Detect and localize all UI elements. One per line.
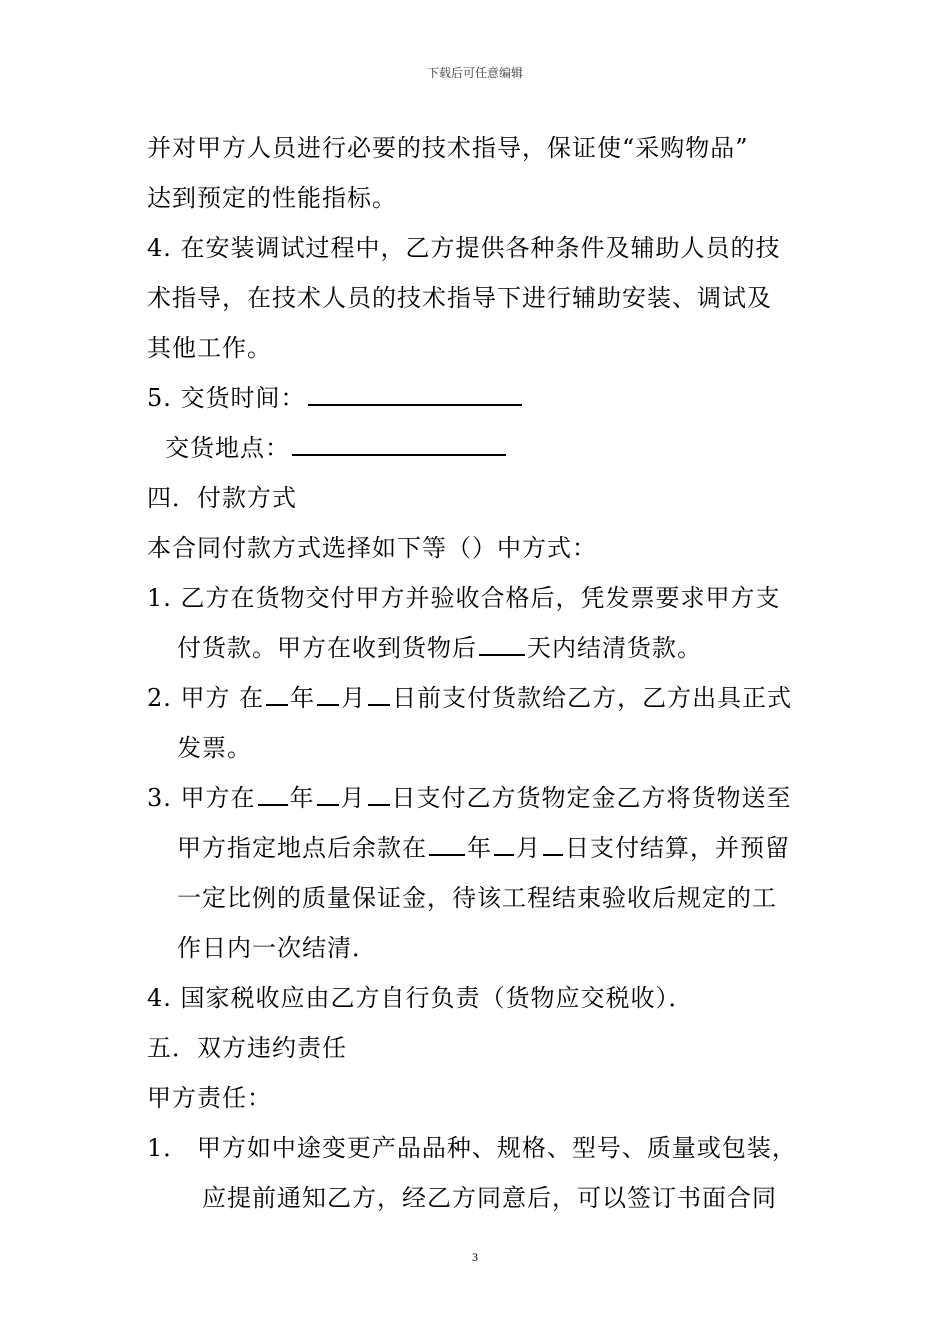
delivery-place-blank xyxy=(292,430,506,456)
page-number: 3 xyxy=(472,1250,478,1264)
fill-blank xyxy=(494,830,514,856)
text-fragment: 日支付结算，并预留 xyxy=(565,834,790,862)
text-fragment: 3. 甲方在 xyxy=(147,784,256,812)
fill-blank xyxy=(543,830,563,856)
text-fragment: 年 xyxy=(290,684,316,712)
list-item xyxy=(147,678,792,718)
fill-blank xyxy=(368,680,390,706)
text-line: 其他工作。 xyxy=(147,334,272,362)
text-fragment: 日前支付货款给乙方，乙方出具正式 xyxy=(392,684,793,712)
text-fragment: 2. 甲方 在 xyxy=(147,684,265,712)
list-item: 4. 国家税收应由乙方自行负责（货物应交税收）． xyxy=(147,984,694,1012)
fill-blank xyxy=(317,780,339,806)
list-item-continuation: 应提前通知乙方，经乙方同意后，可以签订书面合同 xyxy=(202,1184,777,1212)
text-fragment: 甲方指定地点后余款在 xyxy=(177,834,427,862)
text-line: 术指导，在技术人员的技术指导下进行辅助安装、调试及 xyxy=(147,284,772,312)
fill-blank xyxy=(368,780,390,806)
list-item: 1． 甲方如中途变更产品品种、规格、型号、质量或包装， xyxy=(147,1134,797,1162)
text-line: 4. 在安装调试过程中，乙方提供各种条件及辅助人员的技 xyxy=(147,234,781,262)
text-fragment: 日支付乙方货物定金乙方将货物送至 xyxy=(391,784,792,812)
delivery-time-blank xyxy=(308,380,522,406)
delivery-place-line xyxy=(165,428,508,468)
list-item-continuation: 一定比例的质量保证金，待该工程结束验收后规定的工 xyxy=(177,884,777,912)
list-item-continuation: 作日内一次结清． xyxy=(177,934,377,962)
fill-blank xyxy=(479,630,525,656)
delivery-time-line xyxy=(147,378,524,418)
delivery-place-label: 交货地点： xyxy=(165,434,290,462)
section-heading: 四．付款方式 xyxy=(147,484,297,512)
list-item-continuation: 发票。 xyxy=(177,734,252,762)
text-fragment: 月 xyxy=(516,834,541,862)
text-line: 达到预定的性能指标。 xyxy=(147,184,397,212)
list-item: 1. 乙方在货物交付甲方并验收合格后，凭发票要求甲方支 xyxy=(147,584,781,612)
section-heading: 五．双方违约责任 xyxy=(147,1034,347,1062)
text-fragment: 月 xyxy=(341,684,367,712)
list-item-continuation xyxy=(177,828,790,868)
text-fragment: 天内结清货款。 xyxy=(527,634,702,662)
page-header: 下载后可任意编辑 xyxy=(426,66,523,80)
subsection-label: 甲方责任： xyxy=(147,1084,272,1112)
text-fragment: 年 xyxy=(467,834,492,862)
list-item-continuation xyxy=(177,628,702,668)
delivery-time-label: 5. 交货时间： xyxy=(147,384,306,412)
fill-blank xyxy=(317,680,339,706)
text-line: 并对甲方人员进行必要的技术指导，保证使“采购物品” xyxy=(147,134,749,162)
list-item xyxy=(147,778,792,818)
fill-blank xyxy=(429,830,465,856)
fill-blank xyxy=(266,680,288,706)
text-line: 本合同付款方式选择如下等（）中方式： xyxy=(147,534,597,562)
fill-blank xyxy=(258,780,288,806)
text-fragment: 年 xyxy=(289,784,315,812)
text-fragment: 月 xyxy=(340,784,366,812)
text-fragment: 付货款。甲方在收到货物后 xyxy=(177,634,477,662)
